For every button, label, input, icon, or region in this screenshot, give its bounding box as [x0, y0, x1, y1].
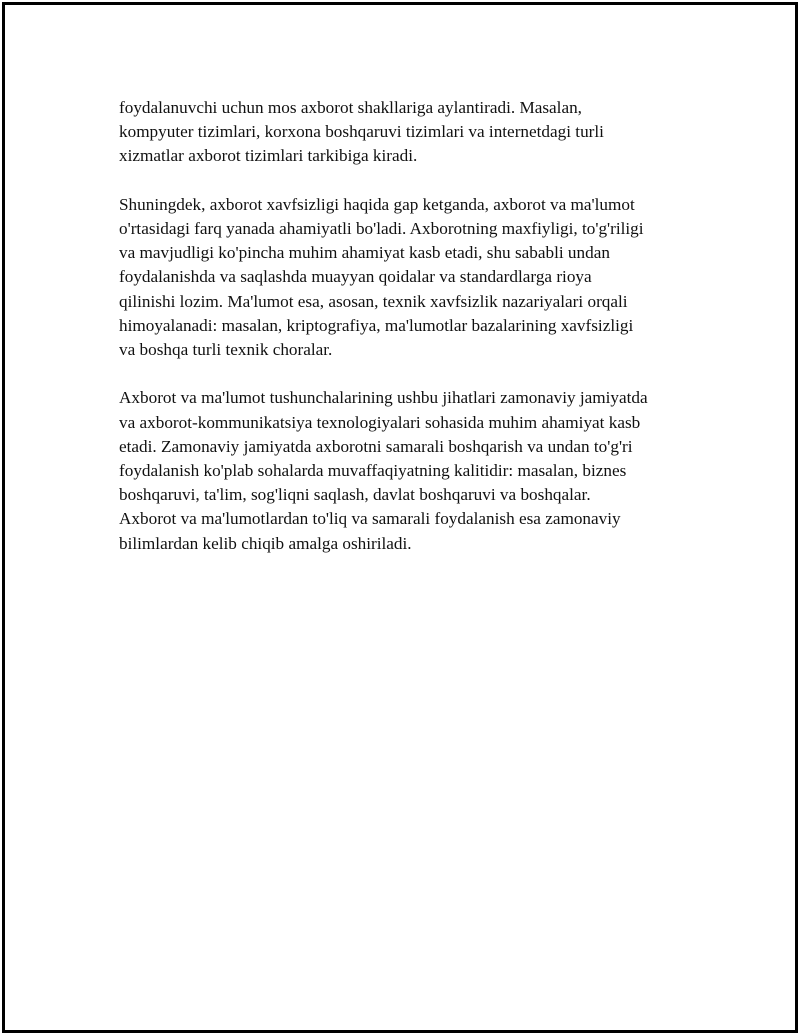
paragraph-3: Axborot va ma'lumot tushunchalarining ushbu jihatlari zamonaviy jamiyatda va axborot-kommunikatsiya texnologiyalari sohasida muhim ahamiyat kasb etadi. Zamonaviy jamiyatda axborotni samarali boshqarish va undan to'g'ri foydalanish ko'plab sohalarda muvaffaqiyatning kalitidir: masalan, biznes boshqaruvi, ta'lim, sog'liqni saqlash, davlat boshqaruvi va boshqalar. Axborot va ma'lumotlardan to'liq va samarali foydalanish esa zamonaviy bilimlardan kelib chiqib amalga oshiriladi.	[119, 388, 648, 553]
paragraph-2: Shuningdek, axborot xavfsizligi haqida gap ketganda, axborot va ma'lumot o'rtasidagi farq yanada ahamiyatli bo'ladi. Axborotning maxfiyligi, to'g'riligi va mavjudligi ko'pincha muhim ahamiyat kasb etadi, shu sababli undan foydalanishda va saqlashda muayyan qoidalar va standardlarga rioya qilinishi lozim. Ma'lumot esa, asosan, texnik xavfsizlik nazariyalari orqali himoyalanadi: masalan, kriptografiya, ma'lumotlar bazalarining xavfsizligi va boshqa turli texnik choralar.	[119, 194, 644, 360]
document-page	[2, 2, 798, 1033]
document-body	[119, 96, 699, 580]
paragraph-1: foydalanuvchi uchun mos axborot shakllariga aylantiradi. Masalan, kompyuter tizimlari, korxona boshqaruvi tizimlari va internetdagi turli xizmatlar axborot tizimlari tarkibiga kiradi.	[119, 98, 604, 166]
